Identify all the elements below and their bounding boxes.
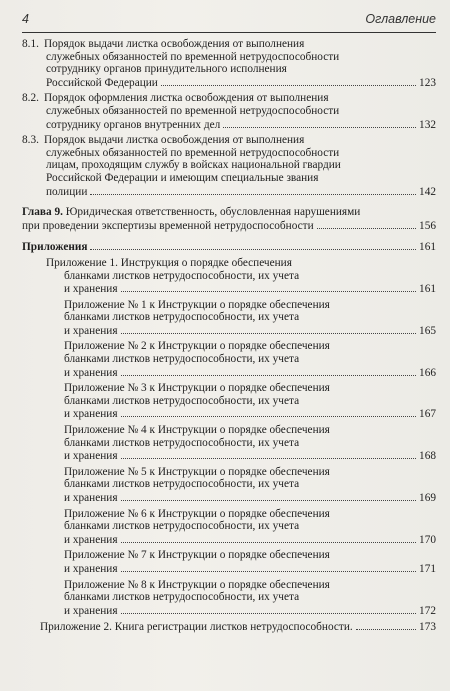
toc-entry-sub-appendix (22, 549, 436, 575)
toc-entry-last-line (64, 407, 436, 421)
toc-entry-text: при проведении экспертизы временной нетрудоспособности (22, 219, 314, 232)
toc-entry-page-number: 132 (419, 118, 436, 131)
toc-entry-page-number: 161 (419, 241, 436, 254)
section-number: 8.1. (22, 38, 39, 50)
toc-entry-line: бланками листков нетрудоспособности, их учета (64, 520, 300, 533)
toc-entry-chapter (22, 206, 436, 232)
toc-entry-page-number: 156 (419, 219, 436, 232)
toc-entry-page-number: 161 (419, 283, 436, 296)
running-header (22, 12, 436, 30)
toc-entry-page-number: 173 (419, 621, 436, 634)
toc-entry-text: Приложение 2. Книга регистрации листков нетрудоспособности. (40, 621, 353, 634)
toc-entry-leader-dots (223, 118, 416, 128)
toc-entry-line: сотруднику органов принудительного исполнения (46, 63, 287, 76)
toc-entry-appendix-1 (22, 257, 436, 296)
toc-entry-last-line (46, 282, 436, 296)
toc-entry-last-line (64, 324, 436, 338)
toc-entry-page-number: 168 (419, 450, 436, 463)
toc-entry-text: и хранения (64, 366, 118, 379)
toc-entry-line: Приложение № 4 к Инструкции о порядке обеспечения (64, 424, 330, 437)
toc-entry-leader-dots (121, 562, 417, 572)
toc-entry-leader-dots (121, 449, 417, 459)
toc-entry-leader-dots (121, 407, 417, 417)
toc-entry-sub-appendix (22, 340, 436, 379)
toc-entry-text: Российской Федерации (46, 76, 158, 89)
section-number: 8.2. (22, 92, 39, 105)
page-number: 4 (22, 12, 29, 26)
toc-entry-line: служебных обязанностей по временной нетрудоспособности (46, 50, 340, 63)
toc-entry-line: Приложение № 6 к Инструкции о порядке обеспечения (64, 507, 330, 520)
toc-entry-line: бланками листков нетрудоспособности, их учета (64, 591, 300, 604)
appendices-label: Приложения (22, 241, 88, 254)
header-rule (22, 32, 436, 33)
toc-entry-text: и хранения (64, 533, 118, 546)
toc-entry-leader-dots (121, 491, 417, 501)
toc-entry-last-line (22, 240, 436, 254)
toc-entry-sub-appendix (22, 466, 436, 505)
toc-entry-last-line (40, 620, 436, 634)
toc-entry-text: и хранения (64, 450, 118, 463)
toc-entry-page-number: 142 (419, 185, 436, 198)
toc-entry-line: бланками листков нетрудоспособности, их учета (64, 478, 300, 491)
section-number: 8.3. (22, 134, 39, 147)
toc-entry-line: 8.2. Порядок оформления листка освобождения от выполнения (22, 92, 329, 105)
toc-entry-last-line (64, 533, 436, 547)
toc-entry-page-number: 170 (419, 533, 436, 546)
toc-entry-text: и хранения (64, 562, 118, 575)
toc-entry-last-line (46, 76, 436, 90)
toc-entry-section (22, 38, 436, 89)
toc-entry-text: полиции (46, 185, 88, 198)
toc-entry-line: бланками листков нетрудоспособности, их учета (64, 269, 300, 282)
toc-entry-line: Приложение № 3 к Инструкции о порядке обеспечения (64, 382, 330, 395)
toc-entry-line: служебных обязанностей по временной нетрудоспособности (46, 146, 340, 159)
toc-entry-line: Приложение № 2 к Инструкции о порядке обеспечения (64, 340, 330, 353)
toc-entry-line: Приложение 1. Инструкция о порядке обеспечения (46, 256, 292, 269)
toc-entry-leader-dots (121, 366, 417, 376)
toc-entry-last-line (64, 366, 436, 380)
toc-entry-line: Российской Федерации и имеющим специальные звания (46, 171, 319, 184)
toc-entry-last-line (64, 562, 436, 576)
toc-entry-appendices (22, 240, 436, 254)
chapter-label: Глава 9. (22, 206, 63, 219)
header-title: Оглавление (365, 12, 436, 26)
toc-entry-line: бланками листков нетрудоспособности, их учета (64, 311, 300, 324)
toc-entry-text: и хранения (64, 324, 118, 337)
toc-entry-line: 8.1. Порядок выдачи листка освобождения от выполнения (22, 38, 305, 50)
toc-entry-section (22, 92, 436, 131)
toc-entry-page-number: 167 (419, 408, 436, 421)
toc-entry-leader-dots (90, 185, 416, 195)
toc-entry-last-line (64, 604, 436, 618)
toc-entry-last-line (46, 118, 436, 132)
toc-entry-line: Приложение № 8 к Инструкции о порядке обеспечения (64, 578, 330, 591)
toc-entry-text: и хранения (64, 283, 118, 296)
toc-entry-text: и хранения (64, 408, 118, 421)
toc-entry-section (22, 134, 436, 198)
toc-entry-line: бланками листков нетрудоспособности, их учета (64, 353, 300, 366)
toc-entry-leader-dots (121, 324, 417, 334)
toc-entry-line: бланками листков нетрудоспособности, их учета (64, 436, 300, 449)
toc-entry-sub-appendix (22, 299, 436, 338)
toc-entry-line: Глава 9. Юридическая ответственность, обусловленная нарушениями (22, 206, 361, 219)
toc-entry-line: 8.3. Порядок выдачи листка освобождения от выполнения (22, 134, 305, 147)
toc-entry-leader-dots (356, 620, 416, 630)
toc-entry-leader-dots (121, 604, 417, 614)
toc-entry-page-number: 169 (419, 492, 436, 504)
toc-entry-line: Приложение № 5 к Инструкции о порядке обеспечения (64, 465, 330, 478)
toc-entry-page-number: 171 (419, 562, 436, 575)
toc-entry-last-line (64, 491, 436, 505)
toc-entry-leader-dots (161, 76, 416, 86)
toc-entry-line: лицам, проходящим службу в войсках национальной гвардии (46, 159, 341, 172)
toc-entry-last-line (64, 449, 436, 463)
toc-entry-line: служебных обязанностей по временной нетрудоспособности (46, 104, 340, 117)
table-of-contents (22, 38, 436, 637)
toc-entry-last-line (22, 219, 436, 233)
toc-entry-text: и хранения (64, 604, 118, 617)
toc-entry-page-number: 172 (419, 604, 436, 617)
toc-entry-last-line (46, 185, 436, 199)
toc-entry-appendix-2 (22, 620, 436, 634)
toc-entry-text: и хранения (64, 492, 118, 504)
toc-entry-sub-appendix (22, 382, 436, 421)
toc-entry-sub-appendix (22, 424, 436, 463)
toc-entry-leader-dots (121, 282, 417, 292)
toc-entry-leader-dots (90, 240, 416, 250)
toc-entry-line: Приложение № 1 к Инструкции о порядке обеспечения (64, 298, 330, 311)
toc-entry-text: сотруднику органов внутренних дел (46, 118, 221, 131)
toc-entry-sub-appendix (22, 508, 436, 547)
toc-entry-leader-dots (121, 533, 417, 543)
toc-entry-page-number: 165 (419, 324, 436, 337)
toc-entry-sub-appendix (22, 579, 436, 618)
toc-entry-line: бланками листков нетрудоспособности, их учета (64, 394, 300, 407)
toc-entry-page-number: 123 (419, 76, 436, 89)
toc-entry-leader-dots (317, 219, 416, 229)
toc-entry-page-number: 166 (419, 366, 436, 379)
toc-entry-line: Приложение № 7 к Инструкции о порядке обеспечения (64, 549, 330, 562)
